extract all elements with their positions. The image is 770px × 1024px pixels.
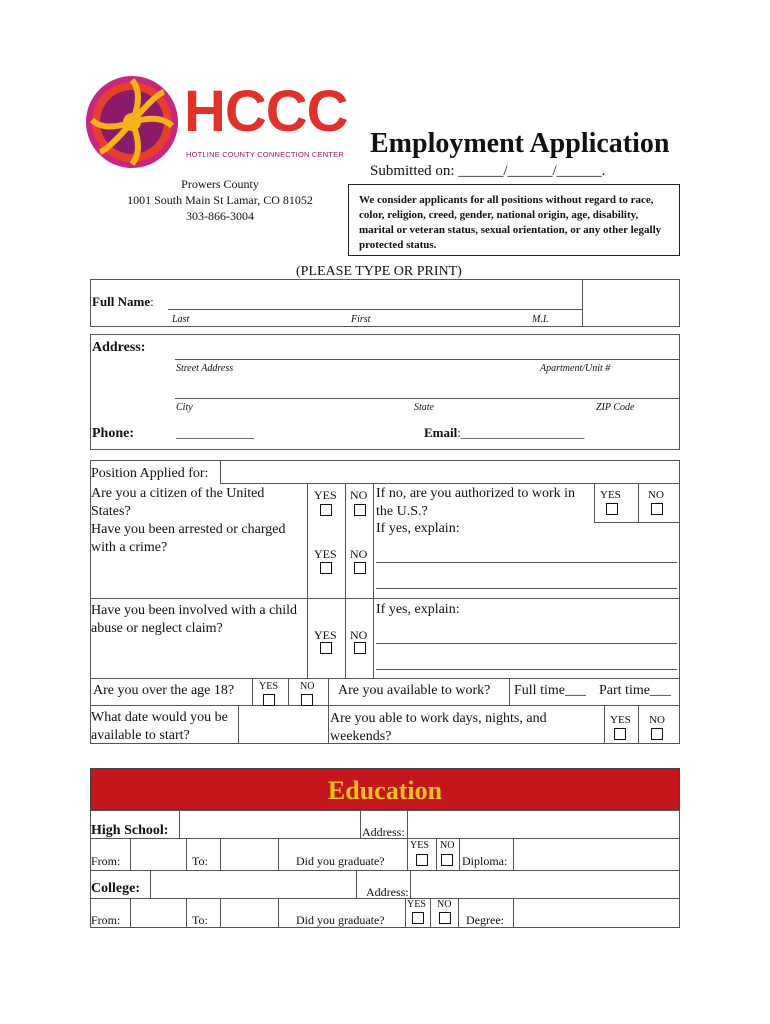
street-address-input[interactable] xyxy=(175,359,680,360)
authorized-yes-checkbox[interactable] xyxy=(606,503,618,515)
eeo-statement-box xyxy=(348,184,680,256)
hs-yes-checkbox[interactable] xyxy=(416,854,428,866)
abuse-explain-input-2[interactable] xyxy=(376,669,677,670)
arrested-yes-label: YES xyxy=(314,547,337,561)
hs-no-checkbox[interactable] xyxy=(441,854,453,866)
arrested-no-label: NO xyxy=(350,547,368,561)
college-yes-label: YES xyxy=(407,899,426,910)
hs-from-input[interactable] xyxy=(131,839,186,870)
high-school-name-input[interactable] xyxy=(180,811,360,838)
arrested-explain-label: If yes, explain: xyxy=(376,521,460,536)
college-degree-input[interactable] xyxy=(514,899,679,928)
over18-no-label: NO xyxy=(300,681,315,692)
abuse-no-checkbox[interactable] xyxy=(354,642,366,654)
full-time-field[interactable]: Full time___ xyxy=(514,683,586,698)
education-title: Education xyxy=(327,776,443,805)
authorized-yes-label: YES xyxy=(600,489,621,501)
authorized-question: If no, are you authorized to work in the U.S.? xyxy=(376,486,576,519)
logo-wheel-icon xyxy=(84,74,180,170)
citizen-no-checkbox[interactable] xyxy=(354,504,366,516)
position-label: Position Applied for: xyxy=(91,466,209,481)
citizen-yes-checkbox[interactable] xyxy=(320,504,332,516)
abuse-yes-label: YES xyxy=(314,628,337,642)
days-nights-no-checkbox[interactable] xyxy=(651,728,663,740)
days-nights-no-label: NO xyxy=(649,714,665,726)
college-no-label: NO xyxy=(437,899,452,910)
logo-subtitle: HOTLINE COUNTY CONNECTION CENTER xyxy=(186,150,344,159)
full-name-label: Full Name: xyxy=(92,294,154,309)
hs-graduate-label: Did you graduate? xyxy=(296,854,385,868)
submitted-date-field[interactable]: ______/______/______. xyxy=(458,163,606,179)
high-school-label: High School: xyxy=(91,823,169,838)
college-degree-label: Degree: xyxy=(466,913,504,927)
arrested-question: Have you been arrested or charged with a crime? xyxy=(91,522,286,555)
org-street: 1001 South Main St Lamar, CO 81052 xyxy=(127,193,313,207)
name-mi-caption: M.I. xyxy=(532,314,549,325)
citizen-no-label: NO xyxy=(350,488,368,502)
start-date-question: What date would you be available to start? xyxy=(91,710,228,743)
logo xyxy=(84,74,364,174)
name-first-caption: First xyxy=(351,314,371,325)
college-name-input[interactable] xyxy=(151,871,356,898)
over18-yes-checkbox[interactable] xyxy=(263,694,275,706)
state-caption: State xyxy=(414,402,434,413)
over18-no-checkbox[interactable] xyxy=(301,694,313,706)
logo-letters: HCCC xyxy=(184,79,348,144)
org-name: Prowers County xyxy=(181,177,259,191)
abuse-question: Have you been involved with a child abuse or neglect claim? xyxy=(91,603,298,636)
abuse-explain-input[interactable] xyxy=(376,643,677,644)
hs-from-label: From: xyxy=(91,854,121,868)
college-to-label: To: xyxy=(192,913,208,927)
citizen-question: Are you a citizen of the United States? xyxy=(91,486,265,519)
abuse-explain-label: If yes, explain: xyxy=(376,602,460,617)
high-school-address-label: Address: xyxy=(362,825,405,839)
arrested-explain-input-2[interactable] xyxy=(376,588,677,589)
instruction: (PLEASE TYPE OR PRINT) xyxy=(296,264,462,279)
college-address-input[interactable] xyxy=(411,871,679,898)
arrested-no-checkbox[interactable] xyxy=(354,562,366,574)
arrested-yes-checkbox[interactable] xyxy=(320,562,332,574)
arrested-explain-input[interactable] xyxy=(376,562,677,563)
email-field[interactable]: Email:___________________ xyxy=(424,425,585,440)
hs-to-label: To: xyxy=(192,854,208,868)
submitted-on xyxy=(370,163,605,180)
college-from-input[interactable] xyxy=(131,899,186,928)
phone-input[interactable]: ____________ xyxy=(176,425,254,440)
authorized-no-label: NO xyxy=(648,489,664,501)
over18-yes-label: YES xyxy=(259,681,278,692)
hs-to-input[interactable] xyxy=(221,839,278,870)
college-label: College: xyxy=(91,881,140,896)
part-time-field[interactable]: Part time___ xyxy=(599,683,671,698)
days-nights-yes-checkbox[interactable] xyxy=(614,728,626,740)
over18-question: Are you over the age 18? xyxy=(93,683,235,698)
college-yes-checkbox[interactable] xyxy=(412,912,424,924)
authorized-no-checkbox[interactable] xyxy=(651,503,663,515)
name-last-caption: Last xyxy=(172,314,190,325)
page-title: Employment Application xyxy=(370,128,670,159)
street-caption: Street Address xyxy=(176,363,234,374)
abuse-no-label: NO xyxy=(350,628,368,642)
eeo-statement: We consider applicants for all positions without regard to race, color, religion, creed, gender, national origin, age, disability, marital or veteran status, sexual orientation, or any other legally protected status. xyxy=(359,194,662,251)
college-no-checkbox[interactable] xyxy=(439,912,451,924)
high-school-address-input[interactable] xyxy=(408,811,679,838)
available-question: Are you available to work? xyxy=(338,683,491,698)
address-label: Address: xyxy=(92,340,146,355)
apt-caption: Apartment/Unit # xyxy=(540,363,611,374)
hs-diploma-input[interactable] xyxy=(514,839,679,870)
college-graduate-label: Did you graduate? xyxy=(296,913,385,927)
hs-yes-label: YES xyxy=(410,840,429,851)
position-input[interactable] xyxy=(220,460,680,484)
college-to-input[interactable] xyxy=(221,899,278,928)
city-caption: City xyxy=(176,402,193,413)
submitted-label: Submitted on: xyxy=(370,163,455,179)
days-nights-yes-label: YES xyxy=(610,714,631,726)
hs-no-label: NO xyxy=(440,840,455,851)
org-address xyxy=(110,176,330,224)
zip-caption: ZIP Code xyxy=(596,402,635,413)
days-nights-question: Are you able to work days, nights, and weekends? xyxy=(330,711,547,744)
abuse-yes-checkbox[interactable] xyxy=(320,642,332,654)
full-name-input[interactable] xyxy=(168,309,582,310)
org-phone: 303-866-3004 xyxy=(186,209,254,223)
city-input[interactable] xyxy=(175,398,680,399)
college-address-label: Address: xyxy=(366,885,409,899)
college-from-label: From: xyxy=(91,913,121,927)
start-date-input[interactable] xyxy=(239,706,327,743)
hs-diploma-label: Diploma: xyxy=(462,854,508,868)
email-label: Email xyxy=(424,425,458,440)
citizen-yes-label: YES xyxy=(314,488,337,502)
phone-label: Phone: xyxy=(92,426,134,441)
